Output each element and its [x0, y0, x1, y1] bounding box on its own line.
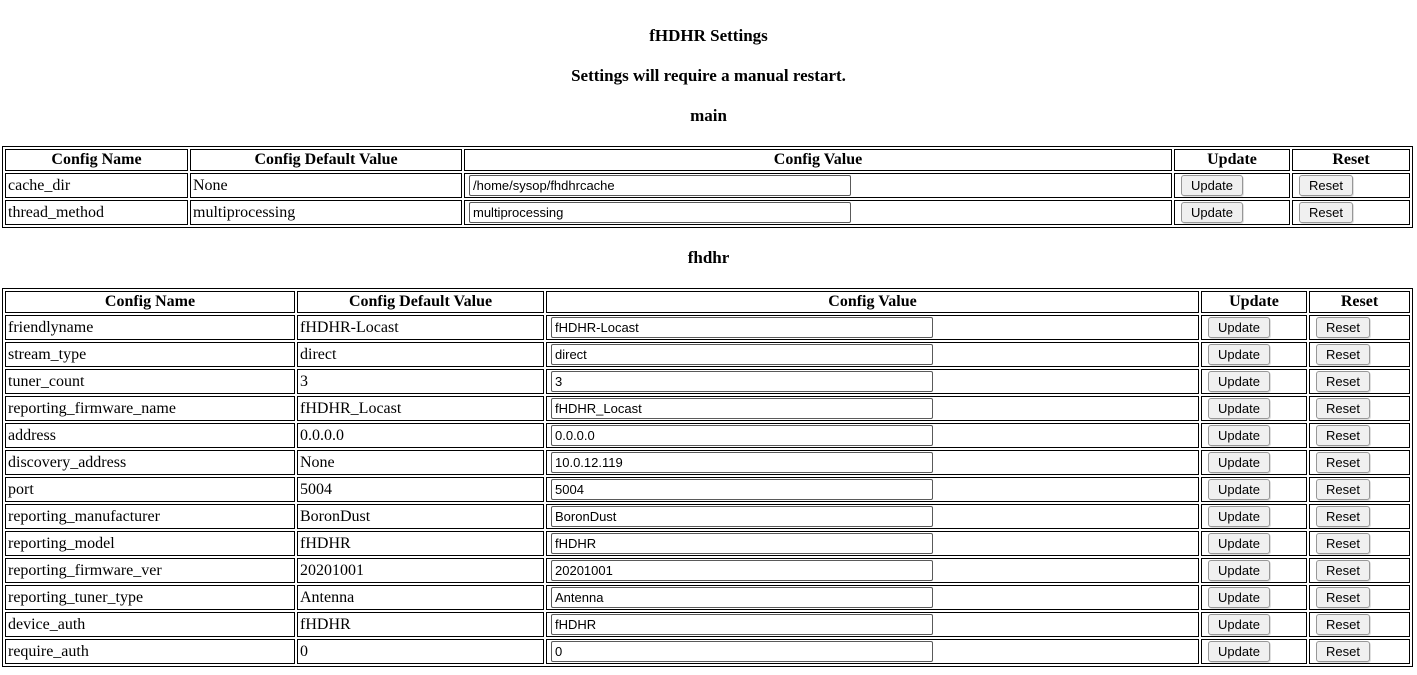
col-header-config-value: Config Value — [464, 149, 1172, 171]
update-button[interactable]: Update — [1208, 425, 1270, 446]
update-cell — [1201, 531, 1307, 556]
config-name-cell — [5, 396, 295, 421]
config-default-text: BoronDust — [300, 507, 371, 525]
config-value-input[interactable] — [551, 560, 933, 581]
update-cell — [1201, 450, 1307, 475]
update-cell — [1201, 423, 1307, 448]
config-default-text: 20201001 — [300, 561, 364, 579]
reset-cell — [1309, 558, 1410, 583]
reset-cell — [1309, 585, 1410, 610]
config-table-fhdhr — [2, 288, 1413, 667]
config-row — [5, 558, 1410, 583]
config-name-text: reporting_firmware_ver — [8, 561, 162, 579]
config-value-cell — [546, 639, 1199, 664]
reset-cell — [1309, 423, 1410, 448]
config-name-cell — [5, 639, 295, 664]
reset-button[interactable]: Reset — [1316, 614, 1370, 635]
reset-button[interactable]: Reset — [1299, 202, 1353, 223]
config-name-text: address — [8, 426, 56, 444]
config-row — [5, 342, 1410, 367]
reset-cell — [1309, 342, 1410, 367]
config-value-cell — [464, 173, 1172, 198]
config-value-input[interactable] — [551, 452, 933, 473]
config-name-cell — [5, 531, 295, 556]
reset-button[interactable]: Reset — [1299, 175, 1353, 196]
reset-button[interactable]: Reset — [1316, 587, 1370, 608]
update-button[interactable]: Update — [1208, 452, 1270, 473]
config-default-text: direct — [300, 345, 337, 363]
config-value-input[interactable] — [551, 317, 933, 338]
config-default-text: None — [193, 176, 228, 194]
config-name-text: require_auth — [8, 642, 89, 660]
header-row — [5, 291, 1410, 313]
config-value-input[interactable] — [551, 587, 933, 608]
update-cell — [1201, 504, 1307, 529]
config-default-text: 5004 — [300, 480, 332, 498]
config-name-text: tuner_count — [8, 372, 85, 390]
reset-button[interactable]: Reset — [1316, 560, 1370, 581]
update-button[interactable]: Update — [1208, 560, 1270, 581]
section-title-fhdhr: fhdhr — [687, 248, 730, 267]
reset-cell — [1309, 639, 1410, 664]
col-header-config-name: Config Name — [5, 149, 188, 171]
config-value-input[interactable] — [551, 641, 933, 662]
config-value-input[interactable] — [551, 479, 933, 500]
col-header-default-value: Config Default Value — [190, 149, 462, 171]
update-cell — [1174, 200, 1290, 225]
col-header-reset: Reset — [1292, 149, 1410, 171]
reset-cell — [1309, 504, 1410, 529]
config-default-cell — [297, 612, 544, 637]
update-button[interactable]: Update — [1208, 317, 1270, 338]
config-value-cell — [546, 585, 1199, 610]
update-button[interactable]: Update — [1208, 371, 1270, 392]
config-name-cell — [5, 423, 295, 448]
col-header-config-name: Config Name — [5, 291, 295, 313]
update-button[interactable]: Update — [1208, 398, 1270, 419]
config-row — [5, 423, 1410, 448]
config-value-cell — [546, 477, 1199, 502]
update-button[interactable]: Update — [1208, 614, 1270, 635]
reset-button[interactable]: Reset — [1316, 344, 1370, 365]
config-default-cell — [297, 639, 544, 664]
config-name-text: reporting_manufacturer — [8, 507, 160, 525]
config-value-input[interactable] — [551, 398, 933, 419]
config-default-text: fHDHR — [300, 534, 351, 552]
config-row — [5, 585, 1410, 610]
config-name-cell — [5, 612, 295, 637]
col-header-default-value: Config Default Value — [297, 291, 544, 313]
config-default-text: 0.0.0.0 — [300, 426, 344, 444]
config-name-cell — [5, 200, 188, 225]
update-cell — [1201, 396, 1307, 421]
config-value-cell — [546, 369, 1199, 394]
config-name-cell — [5, 585, 295, 610]
config-default-text: fHDHR-Locast — [300, 318, 399, 336]
config-name-text: stream_type — [8, 345, 87, 363]
config-name-cell — [5, 315, 295, 340]
config-default-cell — [190, 200, 462, 225]
config-name-text: device_auth — [8, 615, 86, 633]
update-button[interactable]: Update — [1208, 344, 1270, 365]
update-cell — [1201, 612, 1307, 637]
config-default-text: multiprocessing — [193, 203, 296, 221]
config-value-cell — [464, 200, 1172, 225]
reset-button[interactable]: Reset — [1316, 533, 1370, 554]
config-name-text: friendlyname — [8, 318, 94, 336]
reset-cell — [1309, 477, 1410, 502]
config-row — [5, 504, 1410, 529]
reset-cell — [1309, 396, 1410, 421]
config-default-text: 3 — [300, 372, 308, 390]
update-button[interactable]: Update — [1181, 202, 1243, 223]
update-button[interactable]: Update — [1208, 506, 1270, 527]
config-value-input[interactable] — [551, 371, 933, 392]
config-name-text: port — [8, 480, 34, 498]
config-value-cell — [546, 450, 1199, 475]
config-row — [5, 200, 1410, 225]
config-name-cell — [5, 504, 295, 529]
config-table-main — [2, 146, 1413, 228]
config-default-cell — [297, 423, 544, 448]
reset-button[interactable]: Reset — [1316, 452, 1370, 473]
config-name-cell — [5, 369, 295, 394]
config-default-text: fHDHR — [300, 615, 351, 633]
config-default-cell — [297, 342, 544, 367]
reset-button[interactable]: Reset — [1316, 371, 1370, 392]
config-value-input[interactable] — [551, 614, 933, 635]
update-button[interactable]: Update — [1208, 587, 1270, 608]
section-title-main: main — [690, 106, 727, 125]
reset-cell — [1309, 531, 1410, 556]
config-default-text: fHDHR_Locast — [300, 399, 402, 417]
config-value-input[interactable] — [551, 425, 933, 446]
update-button[interactable]: Update — [1208, 533, 1270, 554]
reset-button[interactable]: Reset — [1316, 506, 1370, 527]
update-cell — [1201, 342, 1307, 367]
config-row — [5, 531, 1410, 556]
reset-cell — [1309, 315, 1410, 340]
reset-cell — [1292, 173, 1410, 198]
config-default-cell — [297, 369, 544, 394]
config-value-input[interactable] — [551, 533, 933, 554]
col-header-config-value: Config Value — [546, 291, 1199, 313]
config-name-cell — [5, 558, 295, 583]
update-cell — [1201, 369, 1307, 394]
reset-button[interactable]: Reset — [1316, 425, 1370, 446]
config-row — [5, 315, 1410, 340]
config-value-input[interactable] — [551, 344, 933, 365]
config-name-text: reporting_model — [8, 534, 115, 552]
reset-cell — [1292, 200, 1410, 225]
update-cell — [1201, 558, 1307, 583]
update-cell — [1201, 585, 1307, 610]
config-value-input[interactable] — [469, 202, 851, 223]
col-header-update: Update — [1201, 291, 1307, 313]
config-value-cell — [546, 315, 1199, 340]
config-value-cell — [546, 342, 1199, 367]
config-name-cell — [5, 342, 295, 367]
col-header-reset: Reset — [1309, 291, 1410, 313]
config-row — [5, 477, 1410, 502]
page-subtitle: Settings will require a manual restart. — [571, 66, 846, 85]
update-cell — [1174, 173, 1290, 198]
update-cell — [1201, 315, 1307, 340]
update-cell — [1201, 639, 1307, 664]
config-name-text: discovery_address — [8, 453, 127, 471]
config-value-cell — [546, 612, 1199, 637]
config-name-cell — [5, 477, 295, 502]
reset-button[interactable]: Reset — [1316, 398, 1370, 419]
update-button[interactable]: Update — [1208, 479, 1270, 500]
update-button[interactable]: Update — [1181, 175, 1243, 196]
config-name-text: cache_dir — [8, 176, 71, 194]
config-default-cell — [297, 585, 544, 610]
config-value-input[interactable] — [551, 506, 933, 527]
config-default-cell — [297, 504, 544, 529]
config-value-cell — [546, 423, 1199, 448]
config-row — [5, 639, 1410, 664]
config-row — [5, 396, 1410, 421]
config-name-cell — [5, 173, 188, 198]
config-row — [5, 173, 1410, 198]
config-value-cell — [546, 558, 1199, 583]
col-header-update: Update — [1174, 149, 1290, 171]
config-default-cell — [297, 477, 544, 502]
reset-button[interactable]: Reset — [1316, 317, 1370, 338]
header-row — [5, 149, 1410, 171]
config-name-text: reporting_firmware_name — [8, 399, 176, 417]
config-value-cell — [546, 504, 1199, 529]
update-button[interactable]: Update — [1208, 641, 1270, 662]
config-value-cell — [546, 396, 1199, 421]
config-value-input[interactable] — [469, 175, 851, 196]
reset-button[interactable]: Reset — [1316, 641, 1370, 662]
config-row — [5, 450, 1410, 475]
config-default-text: Antenna — [300, 588, 355, 606]
reset-cell — [1309, 369, 1410, 394]
config-default-text: 0 — [300, 642, 308, 660]
reset-button[interactable]: Reset — [1316, 479, 1370, 500]
config-name-cell — [5, 450, 295, 475]
config-default-cell — [297, 558, 544, 583]
reset-cell — [1309, 450, 1410, 475]
config-default-cell — [297, 315, 544, 340]
reset-cell — [1309, 612, 1410, 637]
page-title: fHDHR Settings — [649, 26, 768, 45]
config-name-text: thread_method — [8, 203, 104, 221]
config-default-cell — [190, 173, 462, 198]
config-name-text: reporting_tuner_type — [8, 588, 144, 606]
config-row — [5, 612, 1410, 637]
config-default-cell — [297, 450, 544, 475]
config-value-cell — [546, 531, 1199, 556]
update-cell — [1201, 477, 1307, 502]
config-default-cell — [297, 396, 544, 421]
config-row — [5, 369, 1410, 394]
config-default-text: None — [300, 453, 335, 471]
config-default-cell — [297, 531, 544, 556]
